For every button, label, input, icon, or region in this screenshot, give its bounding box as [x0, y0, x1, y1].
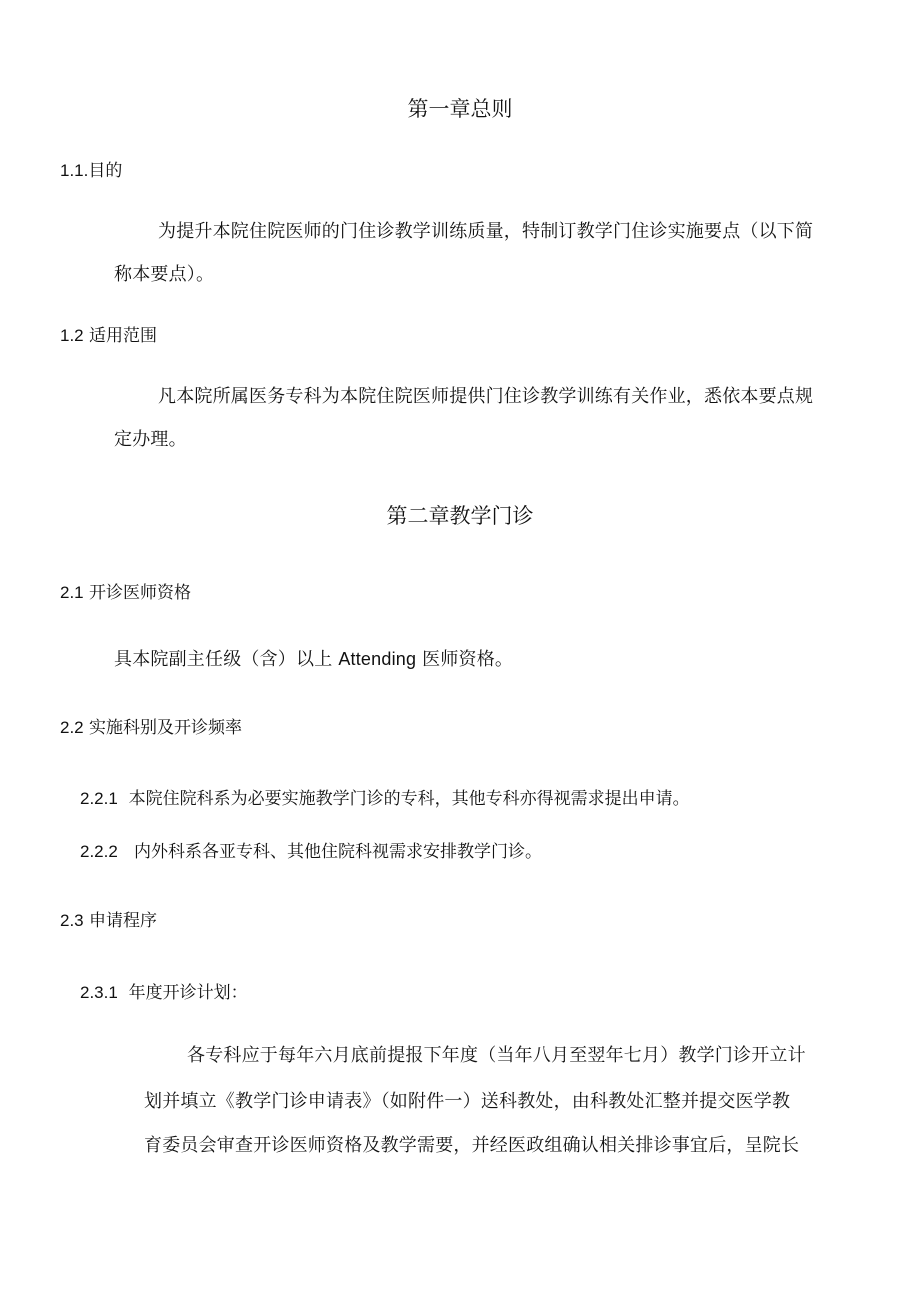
- item-text: 内外科系各亚专科、其他住院科视需求安排教学门诊。: [134, 842, 543, 862]
- section-2-3-heading: [60, 912, 157, 930]
- item-2-3-1-paragraph-line-1: 各专科应于每年六月底前提报下年度（当年八月至翌年七月）教学门诊开立计: [187, 1045, 806, 1066]
- item-title: 年度开诊计划：: [128, 983, 248, 1003]
- paragraph-text: 具本院副主任级（含）以上: [114, 649, 333, 670]
- item-2-2-1: [80, 790, 690, 808]
- chapter-2-title: 第二章教学门诊: [386, 504, 534, 528]
- section-number: 1.2: [60, 326, 84, 345]
- section-number: 2.1: [60, 583, 84, 602]
- attending-term: Attending: [338, 649, 417, 669]
- section-number: 1.1.: [60, 161, 89, 180]
- section-1-2-paragraph-line-1: 凡本院所属医务专科为本院住院医师提供门住诊教学训练有关作业，悉依本要点规: [158, 386, 814, 407]
- section-2-1-heading: [60, 584, 191, 602]
- section-2-2-heading: [60, 719, 242, 737]
- item-2-3-1-paragraph-line-2: 划并填立《教学门诊申请表》（如附件一）送科教处，由科教处汇整并提交医学教: [144, 1091, 791, 1112]
- section-number: 2.3: [60, 911, 84, 930]
- item-2-2-2: [80, 843, 542, 861]
- section-1-2-paragraph-line-2: 定办理。: [114, 429, 187, 450]
- section-2-1-paragraph: [114, 650, 513, 669]
- section-title: 申请程序: [89, 911, 158, 931]
- section-title: 目的: [88, 161, 123, 181]
- section-1-1-paragraph-line-2: 称本要点）。: [114, 264, 215, 285]
- item-number: 2.2.2: [80, 842, 118, 861]
- item-number: 2.3.1: [80, 983, 118, 1002]
- paragraph-text: 医师资格。: [422, 649, 514, 670]
- chapter-1-title: 第一章总则: [407, 97, 513, 121]
- item-number: 2.2.1: [80, 789, 118, 808]
- section-number: 2.2: [60, 718, 84, 737]
- item-2-3-1-paragraph-line-3: 育委员会审查开诊医师资格及教学需要，并经医政组确认相关排诊事宜后，呈院长: [144, 1135, 800, 1156]
- item-2-3-1-heading: [80, 984, 248, 1002]
- section-title: 实施科别及开诊频率: [89, 718, 243, 738]
- section-title: 适用范围: [89, 326, 158, 346]
- section-1-1-heading: [60, 162, 122, 180]
- section-title: 开诊医师资格: [89, 583, 192, 603]
- section-1-2-heading: [60, 327, 157, 345]
- section-1-1-paragraph-line-1: 为提升本院住院医师的门住诊教学训练质量，特制订教学门住诊实施要点（以下简: [158, 221, 814, 242]
- item-text: 本院住院科系为必要实施教学门诊的专科，其他专科亦得视需求提出申请。: [128, 789, 690, 809]
